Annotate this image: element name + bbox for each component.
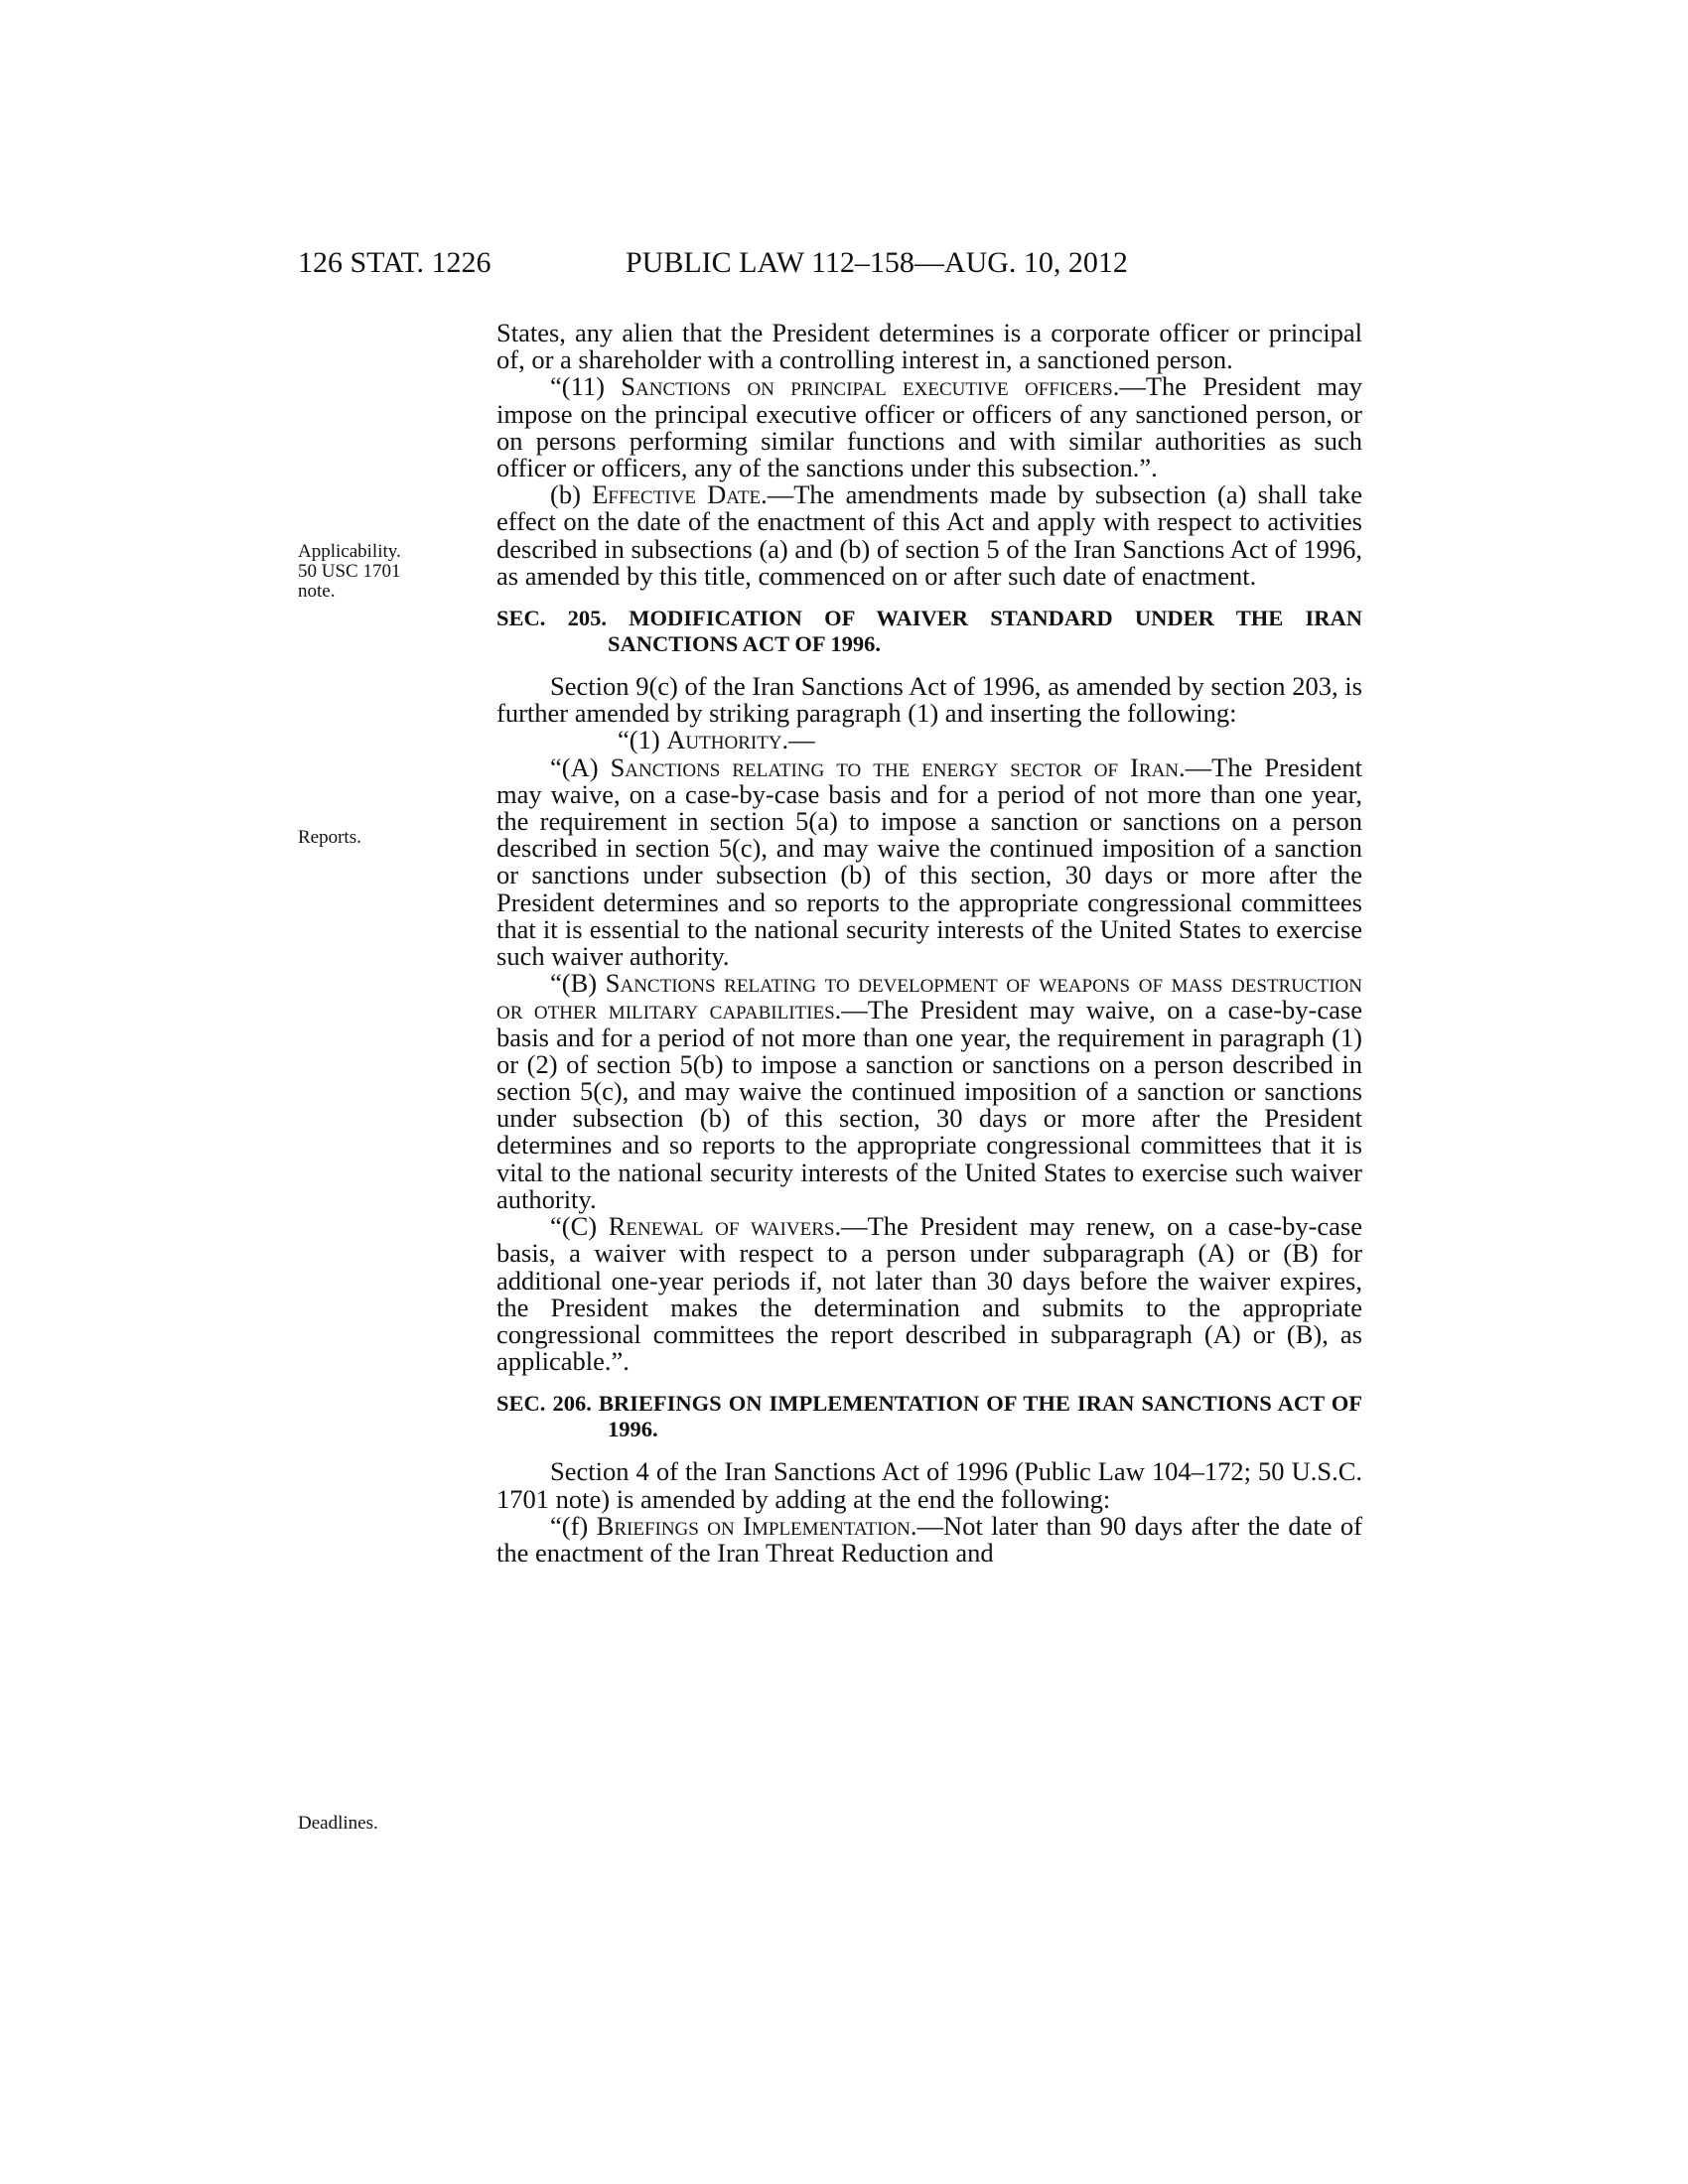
subparagraph-a-text: —The President may waive, on a case-by-case basis and for a period of not more than one year, the requirement in section 5(a) to impose a sanction or sanctions on a person described in section 5(c), and may waive the continued imposition of a sanction or sanctions under subsection (b) of this section, 30 days or more after the President determines and so reports to the appropriate congressional committees that it is essential to the national security interests of the United States to exercise such waiver authority. (496, 751, 1362, 972)
margin-note-note: note. (298, 581, 336, 602)
subparagraph-b-text: —The President may waive, on a case-by-case basis and for a period of not more than one year, the requirement in paragraph (1) or (2) of section 5(b) to impose a sanction or sanctions on a person described in section 5(c), and may waive the continued imposition of a sanction or sanctions under subsection (b) of this section, 30 days or more after the President determines and so reports to the appropriate congressional committees that it is vital to the national security interests of the United States to exercise such waiver authority. (496, 995, 1362, 1214)
subsection-f (496, 1510, 1362, 1568)
paragraph-11 (496, 373, 1362, 481)
subparagraph-c-text: —The President may renew, on a case-by-case basis, a waiver with respect to a person under subparagraph (A) or (B) for additional one-year periods if, not later than 30 days before the waiver expires, the President makes the determination and submits to the appropriate congressional committees the report described in subparagraph (A) or (B), as applicable.”. (496, 1211, 1362, 1377)
margin-note-reports: Reports. (298, 827, 361, 848)
margin-note-applicability (298, 542, 447, 602)
subparagraph-c (496, 1213, 1362, 1375)
page-header (298, 246, 1211, 286)
subparagraph-c-heading: Renewal of waivers. (608, 1211, 842, 1242)
margin-note-usc: 50 USC 1701 (298, 561, 401, 582)
document-body (496, 320, 1362, 1567)
subsection-b-lead: (b) (550, 479, 593, 510)
subparagraph-c-lead: “(C) (550, 1211, 609, 1242)
subparagraph-a-heading: Sanctions relating to the energy sector of Iran. (610, 751, 1186, 782)
subparagraph-b-heading: Sanctions relating to development of weapons of mass destruction or other military capabilities. (496, 968, 1362, 1025)
margin-note-applicability-label: Applicability. (298, 541, 401, 562)
subparagraph-b (496, 970, 1362, 1213)
subparagraph-b-lead: “(B) (550, 968, 606, 999)
paragraph-1-lead: “(1) (618, 725, 667, 755)
paragraph-1-authority (496, 727, 1362, 753)
section-205-heading: SEC. 205. MODIFICATION OF WAIVER STANDARD UNDER THE IRAN SANCTIONS ACT OF 1996. (496, 606, 1362, 657)
paragraph-continuation: States, any alien that the President determines is a corporate officer or principal of, or a shareholder with a controlling interest in, a sanctioned person. (496, 318, 1362, 375)
running-head: PUBLIC LAW 112–158—AUG. 10, 2012 (626, 246, 1128, 279)
margin-note-deadlines: Deadlines. (298, 1813, 378, 1834)
section-205-text: Section 9(c) of the Iran Sanctions Act of 1996, as amended by section 203, is further amended by striking paragraph (1) and inserting the following: (496, 671, 1362, 729)
paragraph-11-lead: “(11) (550, 371, 622, 402)
section-206-text: Section 4 of the Iran Sanctions Act of 1996 (Public Law 104–172; 50 U.S.C. 1701 note) is amended by adding at the end the following: (496, 1456, 1362, 1514)
paragraph-1-text: — (788, 725, 815, 755)
subsection-b-heading: Effective Date. (592, 479, 768, 510)
section-206-heading: SEC. 206. BRIEFINGS ON IMPLEMENTATION OF THE IRAN SANCTIONS ACT OF 1996. (496, 1391, 1362, 1442)
page-number: 126 STAT. 1226 (298, 246, 492, 279)
paragraph-11-text: —The President may impose on the principal executive officer or officers of any sanctioned person, or on persons performing similar functions and with similar authorities as such officer or officers, any of the sanctions under this subsection.”. (496, 371, 1362, 483)
subsection-b-text: —The amendments made by subsection (a) shall take effect on the date of the enactment of this Act and apply with respect to activities described in subsections (a) and (b) of section 5 of the Iran Sanctions Act of 1996, as amended by this title, commenced on or after such date of enactment. (496, 479, 1363, 591)
subsection-f-text: —Not later than 90 days after the date of the enactment of the Iran Threat Reduction and (496, 1510, 1362, 1568)
subsection-f-lead: “(f) (550, 1510, 597, 1541)
subsection-b (496, 481, 1362, 590)
paragraph-1-heading: Authority. (666, 725, 789, 755)
paragraph-11-heading: Sanctions on principal executive officers. (621, 371, 1120, 402)
subparagraph-a (496, 751, 1362, 972)
subparagraph-a-lead: “(A) (550, 751, 611, 782)
subsection-f-heading: Briefings on Implementation. (596, 1510, 917, 1541)
